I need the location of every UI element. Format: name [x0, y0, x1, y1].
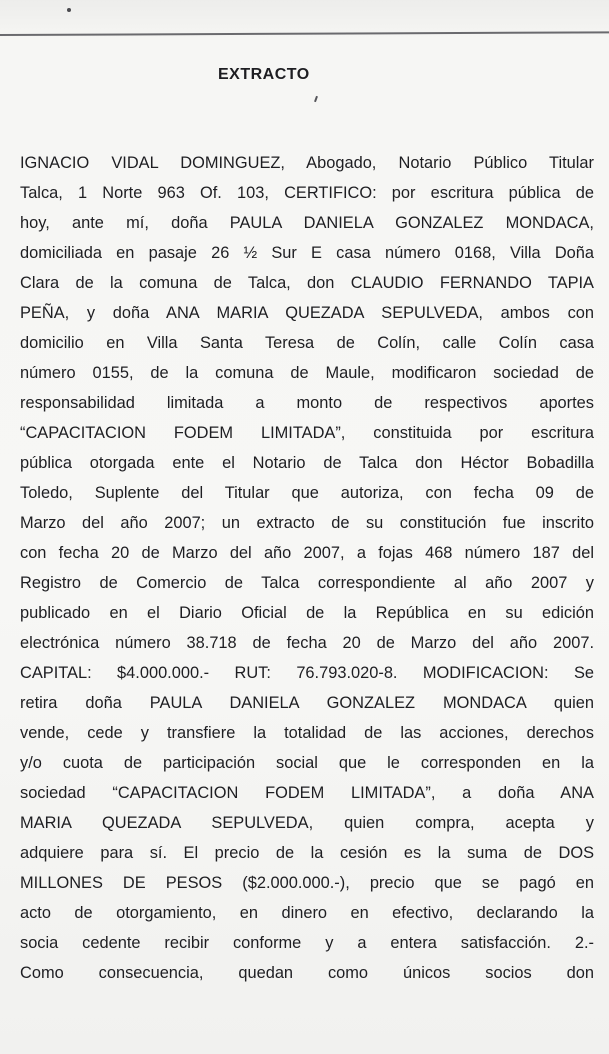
- text-line: Registro de Comercio de Talca correspondiente al año 2007 y: [20, 574, 594, 592]
- speck-mark: [67, 8, 71, 12]
- text-line: PEÑA, y doña ANA MARIA QUEZADA SEPULVEDA, ambos con: [20, 304, 594, 322]
- pen-mark: [314, 96, 318, 102]
- text-line: “CAPACITACION FODEM LIMITADA”, constituida por escritura: [20, 424, 594, 442]
- text-line: Marzo del año 2007; un extracto de su constitución fue inscrito: [20, 514, 594, 532]
- text-line: MILLONES DE PESOS ($2.000.000.-), precio que se pagó en: [20, 874, 594, 892]
- text-line: con fecha 20 de Marzo del año 2007, a fojas 468 número 187 del: [20, 544, 594, 562]
- text-line: electrónica número 38.718 de fecha 20 de Marzo del año 2007.: [20, 634, 594, 652]
- text-line: número 0155, de la comuna de Maule, modificaron sociedad de: [20, 364, 594, 382]
- text-line: hoy, ante mí, doña PAULA DANIELA GONZALEZ MONDACA,: [20, 214, 594, 232]
- text-line: responsabilidad limitada a monto de respectivos aportes: [20, 394, 594, 412]
- text-line: Como consecuencia, quedan como únicos socios don: [20, 964, 594, 982]
- text-line: vende, cede y transfiere la totalidad de las acciones, derechos: [20, 724, 594, 742]
- text-line: sociedad “CAPACITACION FODEM LIMITADA”, a doña ANA: [20, 784, 594, 802]
- text-line: publicado en el Diario Oficial de la República en su edición: [20, 604, 594, 622]
- text-line: domicilio en Villa Santa Teresa de Colín, calle Colín casa: [20, 334, 594, 352]
- text-line: Toledo, Suplente del Titular que autoriza, con fecha 09 de: [20, 484, 594, 502]
- text-line: y/o cuota de participación social que le corresponden en la: [20, 754, 594, 772]
- top-rule-line: [0, 31, 609, 36]
- text-line: socia cedente recibir conforme y a entera satisfacción. 2.-: [20, 934, 594, 952]
- text-line: domiciliada en pasaje 26 ½ Sur E casa número 0168, Villa Doña: [20, 244, 594, 262]
- text-line: Clara de la comuna de Talca, don CLAUDIO FERNANDO TAPIA: [20, 274, 594, 292]
- text-line: MARIA QUEZADA SEPULVEDA, quien compra, acepta y: [20, 814, 594, 832]
- document-body: [20, 148, 594, 988]
- text-line: CAPITAL: $4.000.000.- RUT: 76.793.020-8. MODIFICACION: Se: [20, 664, 594, 682]
- text-line: IGNACIO VIDAL DOMINGUEZ, Abogado, Notario Público Titular: [20, 154, 594, 172]
- text-line: adquiere para sí. El precio de la cesión es la suma de DOS: [20, 844, 594, 862]
- text-line: acto de otorgamiento, en dinero en efectivo, declarando la: [20, 904, 594, 922]
- text-line: pública otorgada ente el Notario de Talca don Héctor Bobadilla: [20, 454, 594, 472]
- text-line: retira doña PAULA DANIELA GONZALEZ MONDACA quien: [20, 694, 594, 712]
- document-title: EXTRACTO: [218, 66, 310, 83]
- text-line: Talca, 1 Norte 963 Of. 103, CERTIFICO: por escritura pública de: [20, 184, 594, 202]
